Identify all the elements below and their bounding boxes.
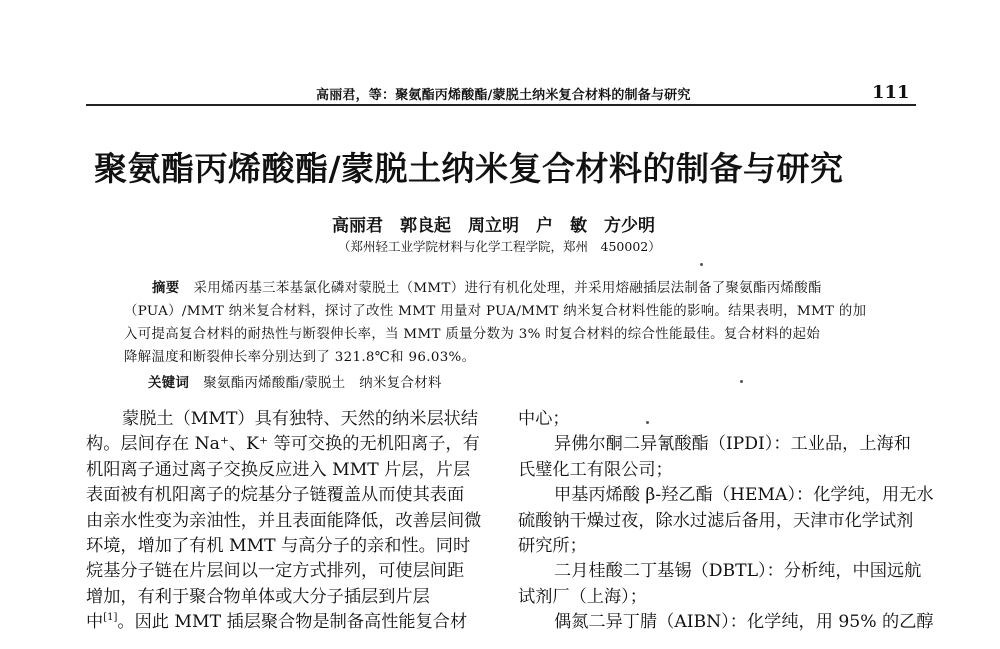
page-number: 111 — [872, 82, 910, 103]
paragraph-line: 环境，增加了有机 MMT 与高分子的亲和性。同时 — [86, 535, 471, 556]
keywords-label: 关键词 — [148, 376, 190, 391]
paragraph-text: 中 — [86, 612, 104, 633]
paragraph-line: 增加，有利于聚合物单体或大分子插层到片层 — [86, 586, 430, 607]
paragraph-line: 研究所； — [518, 535, 587, 556]
scan-speck — [740, 380, 743, 383]
abstract-line: （PUA）/MMT 纳米复合材料，探讨了改性 MMT 用量对 PUA/MMT 纳米复合材料性能的影响。结果表明，MMT 的加 — [124, 304, 867, 319]
keywords-text: 聚氨酯丙烯酸酯/蒙脱土 纳米复合材料 — [203, 376, 442, 391]
paragraph-line: 异佛尔酮二异氰酸酯（IPDI）：工业品，上海和 — [554, 434, 911, 455]
paragraph-text: 。因此 MMT 插层聚合物是制备高性能复合材 — [117, 612, 468, 633]
paragraph-line: 构。层间存在 Na⁺、K⁺ 等可交换的无机阳离子，有 — [86, 434, 480, 455]
scan-speck — [646, 421, 649, 424]
paragraph-line: 二月桂酸二丁基锡（DBTL）：分析纯，中国远航 — [554, 561, 922, 582]
abstract-line: 入可提高复合材料的耐热性与断裂伸长率，当 MMT 质量分数为 3% 时复合材料的综合性能最佳。复合材料的起始 — [124, 327, 821, 342]
abstract-text: 采用烯丙基三苯基氯化磷对蒙脱土（MMT）进行有机化处理，并采用熔融插层法制备了聚氨酯丙烯酸酯 — [193, 281, 822, 296]
paragraph-line: 机阳离子通过离子交换反应进入 MMT 片层，片层 — [86, 459, 471, 480]
paragraph-line: 由亲水性变为亲油性，并且表面能降低，改善层间微 — [86, 510, 482, 531]
paragraph-line: 甲基丙烯酸 β-羟乙酯（HEMA）：化学纯，用无水 — [554, 485, 934, 506]
citation-marker[interactable]: [1] — [103, 612, 118, 624]
paragraph-line: 蒙脱土（MMT）具有独特、天然的纳米层状结 — [122, 409, 479, 429]
author-list: 高丽君 郭良起 周立明 户 敏 方少明 — [332, 216, 655, 236]
running-head: 高丽君，等：聚氨酯丙烯酸酯/蒙脱土纳米复合材料的制备与研究 — [316, 88, 691, 103]
paragraph-line: 烷基分子链在片层间以一定方式排列，可使层间距 — [86, 561, 465, 582]
header-rule — [86, 104, 916, 106]
body-column-right — [518, 407, 934, 636]
paragraph-line — [86, 610, 494, 635]
paragraph-line: 偶氮二异丁腈（AIBN）：化学纯，用 95% 的乙醇 — [554, 612, 934, 633]
abstract-label: 摘要 — [152, 281, 180, 296]
paragraph-line: 试剂厂（上海）； — [518, 586, 647, 607]
paragraph-line: 硫酸钠干燥过夜，除水过滤后备用，天津市化学试剂 — [518, 510, 914, 531]
paragraph-line: 中心； — [518, 409, 570, 429]
article-title: 聚氨酯丙烯酸酯/蒙脱土纳米复合材料的制备与研究 — [94, 149, 844, 188]
abstract-line: 降解温度和断裂伸长率分别达到了 321.8℃和 96.03%。 — [124, 350, 476, 365]
paragraph-line: 氏璧化工有限公司； — [518, 459, 673, 480]
abstract-line — [152, 277, 822, 296]
body-column-left — [86, 407, 494, 636]
keywords-line — [148, 372, 442, 391]
scan-speck — [700, 263, 703, 266]
paragraph-line: 表面被有机阳离子的烷基分子链覆盖从而使其表面 — [86, 485, 465, 506]
affiliation: （郑州轻工业学院材料与化学工程学院，郑州 450002） — [338, 239, 661, 254]
